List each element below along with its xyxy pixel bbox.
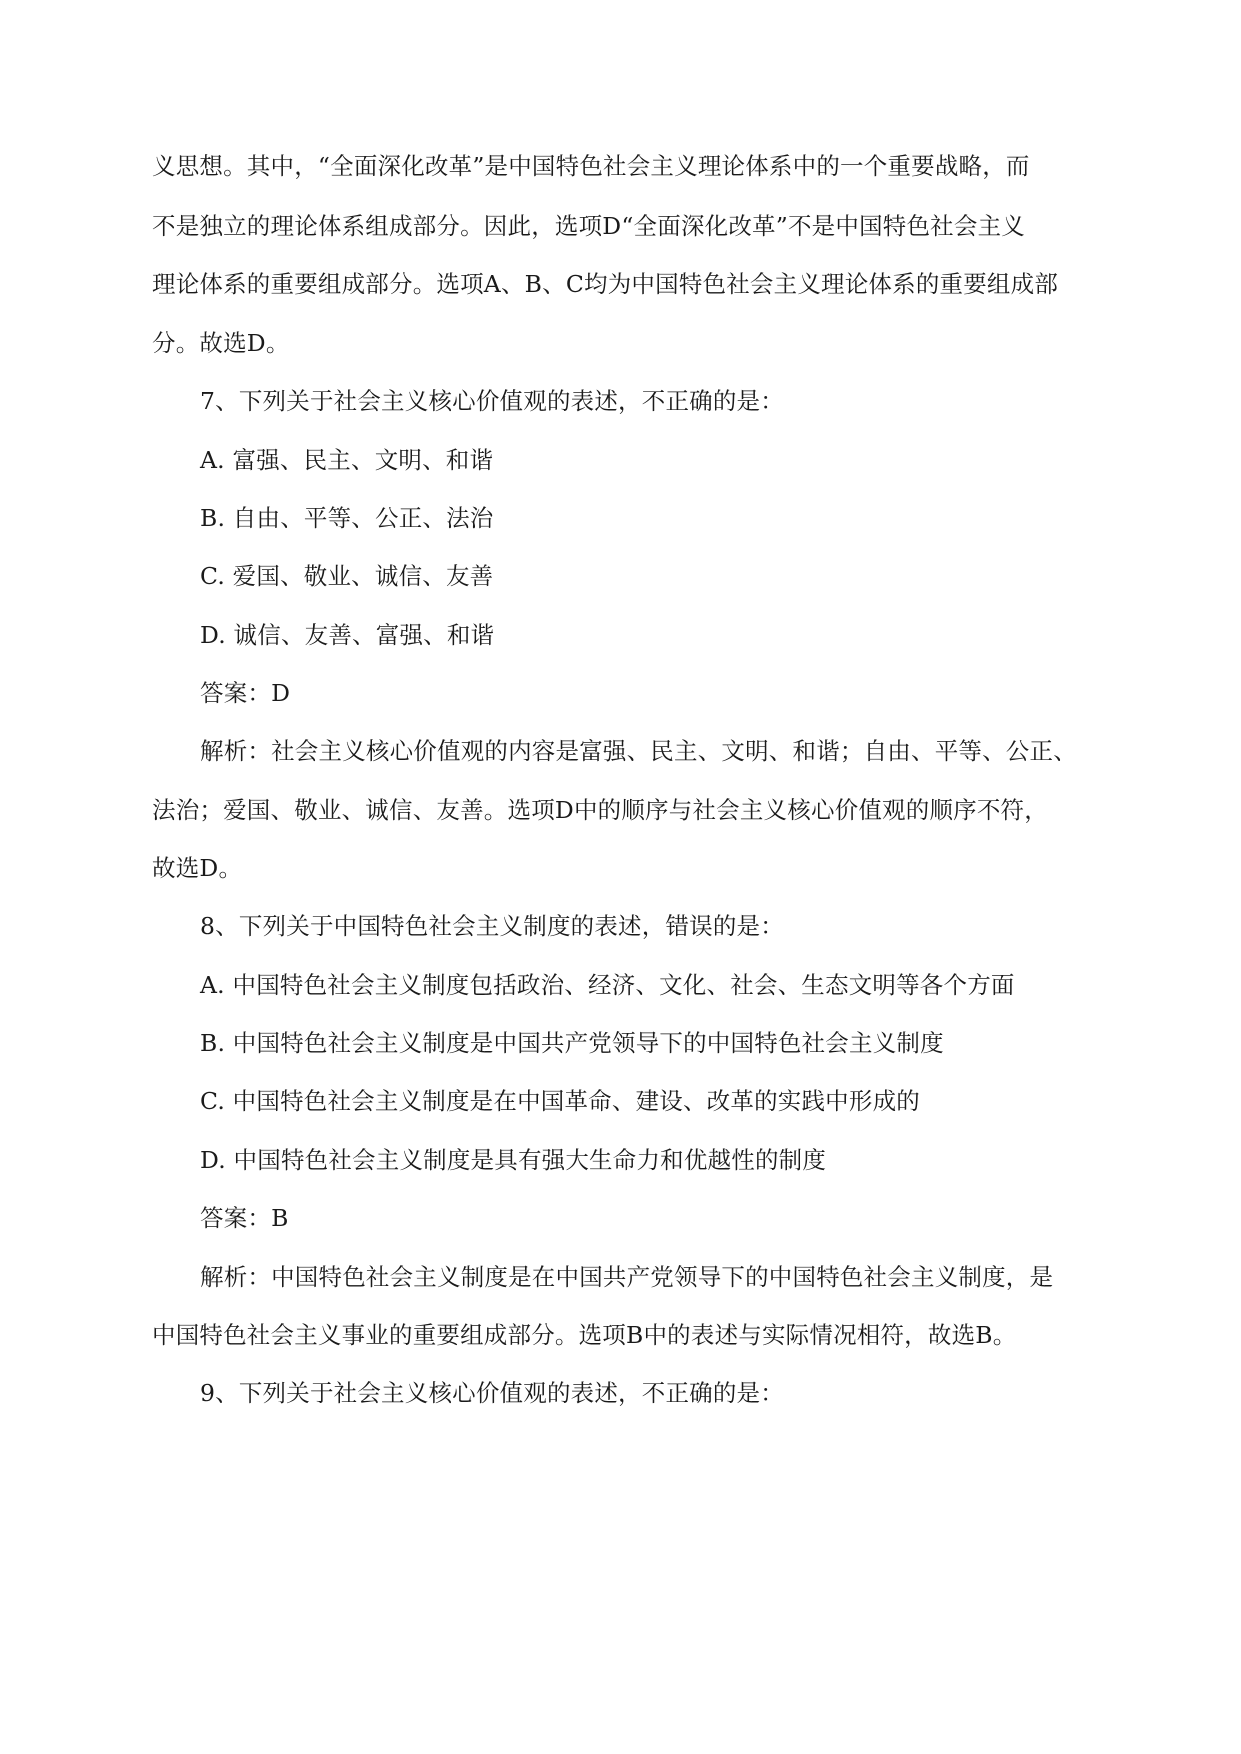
question-7-explanation-line-1: 解析：社会主义核心价值观的内容是富强、民主、文明、和谐；自由、平等、公正、 [200, 737, 1077, 765]
question-8-option-b: B. 中国特色社会主义制度是中国共产党领导下的中国特色社会主义制度 [200, 1029, 944, 1057]
question-8-option-a: A. 中国特色社会主义制度包括政治、经济、文化、社会、生态文明等各个方面 [200, 971, 1015, 999]
question-9-stem: 9、下列关于社会主义核心价值观的表述，不正确的是： [200, 1379, 784, 1407]
question-7-option-a: A. 富强、民主、文明、和谐 [200, 446, 494, 474]
question-8-answer: 答案：B [200, 1204, 289, 1232]
question-8-option-d: D. 中国特色社会主义制度是具有强大生命力和优越性的制度 [200, 1146, 827, 1174]
q6-explanation-line-1: 义思想。其中，“全面深化改革”是中国特色社会主义理论体系中的一个重要战略，而 [152, 152, 1030, 180]
question-7-stem: 7、下列关于社会主义核心价值观的表述，不正确的是： [200, 387, 784, 415]
question-8-stem: 8、下列关于中国特色社会主义制度的表述，错误的是： [200, 912, 784, 940]
question-7-explanation-line-2: 法治；爱国、敬业、诚信、友善。选项D中的顺序与社会主义核心价值观的顺序不符， [152, 796, 1048, 824]
q6-explanation-line-2: 不是独立的理论体系组成部分。因此，选项D“全面深化改革”不是中国特色社会主义 [152, 212, 1025, 240]
question-8-option-c: C. 中国特色社会主义制度是在中国革命、建设、改革的实践中形成的 [200, 1087, 920, 1115]
q6-explanation-line-3: 理论体系的重要组成部分。选项A、B、C均为中国特色社会主义理论体系的重要组成部 [152, 270, 1059, 298]
question-7-option-c: C. 爱国、敬业、诚信、友善 [200, 562, 494, 590]
question-8-explanation-line-1: 解析：中国特色社会主义制度是在中国共产党领导下的中国特色社会主义制度，是 [200, 1263, 1054, 1291]
question-8-explanation-line-2: 中国特色社会主义事业的重要组成部分。选项B中的表述与实际情况相符，故选B。 [152, 1321, 1017, 1349]
question-7-answer: 答案：D [200, 679, 291, 707]
question-7-option-b: B. 自由、平等、公正、法治 [200, 504, 494, 532]
question-7-explanation-line-3: 故选D。 [152, 854, 243, 882]
q6-explanation-line-4: 分。故选D。 [152, 329, 290, 357]
question-7-option-d: D. 诚信、友善、富强、和谐 [200, 621, 495, 649]
